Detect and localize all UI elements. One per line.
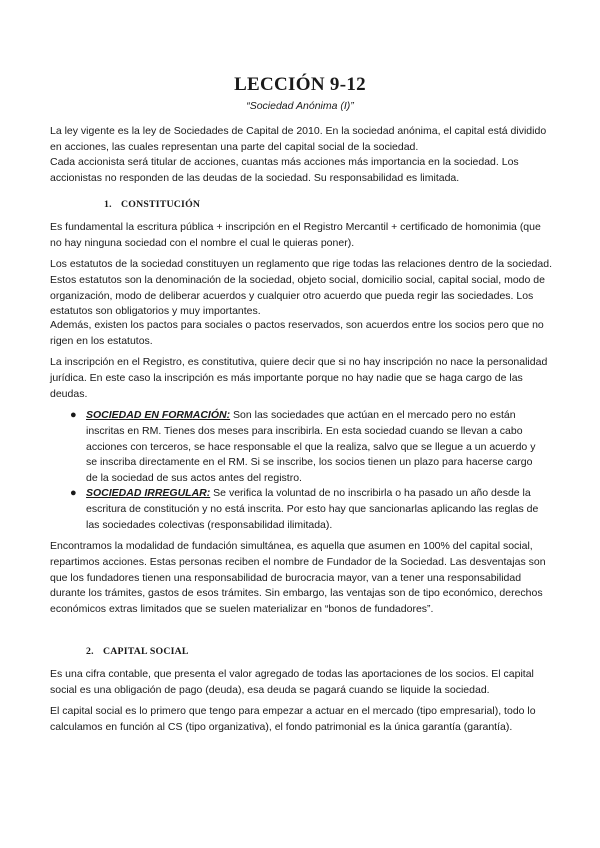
section-2-heading [86, 646, 189, 657]
section-1-paragraph-2: Los estatutos de la sociedad constituyen un reglamento que rige todas las relaciones dentro de la sociedad. Estos estatutos son la denominación de la sociedad, objeto social, domicilio social, capital social, modo de organización, modo de deliberar acuerdos y cualquier otro acuerdo que pueda regir las sociedades. Los estatutos son obligatorios y muy importantes. [50, 258, 552, 318]
section-2-title: CAPITAL SOCIAL [103, 646, 189, 657]
section-2-paragraph-1: Es una cifra contable, que presenta el valor agregado de todas las aportaciones de los socios. El capital social es una obligación de pago (deuda), esa deuda se pagará cuando se liquide la sociedad. [50, 668, 534, 696]
bullet-sociedad-irregular [70, 486, 546, 533]
section-2-paragraph-2: El capital social es lo primero que tengo para empezar a actuar en el mercado (tipo empresarial), todo lo calculamos en función al CS (tipo organizativa), el fondo patrimonial es la única garantía (garantía). [50, 705, 536, 733]
section-1-number: 1. [104, 199, 112, 210]
page-subtitle: “Sociedad Anónima (I)” [246, 100, 354, 112]
bullet-term: SOCIEDAD EN FORMACIÓN: [86, 409, 231, 421]
bullet-dot-icon: ● [70, 487, 77, 499]
bullet-dot-icon: ● [70, 409, 77, 421]
section-1-paragraph-1: Es fundamental la escritura pública + inscripción en el Registro Mercantil + certificado de homonimia (que no hay ninguna sociedad con el nombre el cual le quieras poner). [50, 221, 541, 249]
section-1-title: CONSTITUCIÓN [121, 199, 201, 210]
bullet-sociedad-en-formacion [70, 408, 546, 487]
intro-paragraph-2: Cada accionista será titular de acciones, cuantas más acciones más importancia en la sociedad. Los accionistas no responden de las deudas de la sociedad. Su responsabilidad es limitada. [50, 156, 519, 184]
section-1-paragraph-5: Encontramos la modalidad de fundación simultánea, es aquella que asumen en 100% del capital social, repartimos acciones. Estas personas reciben el nombre de Fundador de la Sociedad. Las desventajas son que los fundadores tienen una responsabilidad de burocracia mayor, van a tener una responsabilidad durante los trámites, gastos de esos trámites. Sin embargo, las ventajas son de tipo económico, derechos económicos extras limitados que se suelen materializar en “bonos de fundadores”. [50, 540, 546, 616]
section-2-number: 2. [86, 646, 94, 657]
section-1-paragraph-3: Además, existen los pactos para sociales o pactos reservados, son acuerdos entre los socios pero que no rigen en los estatutos. [50, 319, 544, 347]
bullet-text: Se verifica la voluntad de no inscribirla o ha pasado un año desde la escritura de constitución y no está inscrita. Por esto hay que sancionarlas aplicando las reglas de las sociedades colectivas (responsabilidad ilimitada). [86, 487, 539, 531]
page-title: LECCIÓN 9-12 [234, 74, 366, 95]
bullet-term: SOCIEDAD IRREGULAR: [86, 487, 211, 499]
bullet-text: Son las sociedades que actúan en el mercado pero no están inscritas en RM. Tienes dos meses para inscribirla. En esta sociedad cuando se llevan a cabo acciones con terceros, se hace responsable el que la realiza, salvo que se llegue a un acuerdo y se inscriba directamente en el RM. Si se inscribe, los socios tienen un plazo para hacerse cargo de la sociedad de sus actos antes del registro. [86, 409, 536, 485]
section-1-paragraph-4: La inscripción en el Registro, es constitutiva, quiere decir que si no hay inscripción no nace la personalidad jurídica. En este caso la inscripción es más importante porque no hay nadie que se haga cargo de las deudas. [50, 356, 548, 400]
section-1-heading [104, 199, 200, 210]
intro-paragraph-1: La ley vigente es la ley de Sociedades de Capital de 2010. En la sociedad anónima, el capital está dividido en acciones, las cuales representan una parte del capital social de la sociedad. [50, 125, 547, 153]
